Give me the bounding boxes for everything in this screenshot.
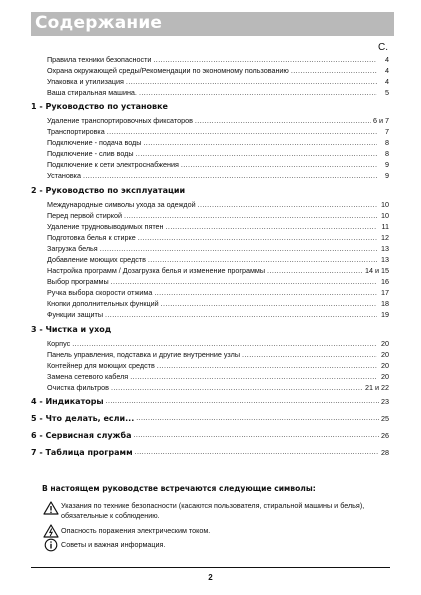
electric-hazard-icon [43, 524, 59, 538]
toc-section-entry[interactable]: 7 - Таблица программ ..... 28 [31, 446, 389, 458]
toc-entry[interactable]: Удаление транспортировочных фиксаторов ..... 6 и 7 [47, 115, 389, 126]
toc-entry[interactable]: Упаковка и утилизация ..... 4 [47, 76, 389, 87]
legend-item: Советы и важная информация. [43, 538, 381, 552]
toc-entry[interactable]: Правила техники безопасности ..... 4 [47, 54, 389, 65]
toc-entry[interactable]: Контейнер для моющих средств ..... 20 [47, 360, 389, 371]
legend-item: Опасность поражения электрическим током. [43, 524, 381, 538]
section-heading: 2 - Руководство по эксплуатации [31, 186, 186, 195]
toc-entry[interactable]: Подключение - подача воды ..... 8 [47, 137, 389, 148]
legend-title: В настоящем руководстве встречаются следующие символы: [42, 484, 316, 493]
toc-entry[interactable]: Кнопки дополнительных функций ..... 18 [47, 298, 389, 309]
toc-entry[interactable]: Панель управления, подставка и другие внутренние узлы ..... 20 [47, 349, 389, 360]
toc-section-entry[interactable]: 5 - Что делать, если... ..... 25 [31, 412, 389, 424]
page-title: Содержание [35, 13, 163, 33]
page-column-label: С. [378, 42, 388, 53]
section-heading: 3 - Чистка и уход [31, 325, 112, 334]
page-title-bar [31, 12, 394, 36]
page-number: 2 [208, 573, 213, 582]
toc-entry[interactable]: Подключение к сети электроснабжения ..... 9 [47, 159, 389, 170]
toc-entry[interactable]: Подготовка белья к стирке ..... 12 [47, 232, 389, 243]
toc-entry[interactable]: Ручка выбора скорости отжима ..... 17 [47, 287, 389, 298]
toc-entry[interactable]: Подключение - слив воды ..... 8 [47, 148, 389, 159]
toc-section-entry[interactable]: 6 - Сервисная служба ..... 26 [31, 429, 389, 441]
toc-entry[interactable]: Добавление моющих средств ..... 13 [47, 254, 389, 265]
toc-entry[interactable]: Загрузка белья ..... 13 [47, 243, 389, 254]
footer-rule [31, 567, 390, 568]
toc-entry[interactable]: Выбор программы ..... 16 [47, 276, 389, 287]
toc-entry[interactable]: Перед первой стиркой ..... 10 [47, 210, 389, 221]
section-heading: 1 - Руководство по установке [31, 102, 168, 111]
toc-entry[interactable]: Функции защиты ..... 19 [47, 309, 389, 320]
warning-triangle-icon [43, 501, 59, 515]
toc-entry[interactable]: Международные символы ухода за одеждой ..... 10 [47, 199, 389, 210]
toc-entry[interactable]: Удаление трудновыводимых пятен ..... 11 [47, 221, 389, 232]
legend-item: Указания по технике безопасности (касаются пользователя, стиральной машины и белья), обязательные к соблюдению. [43, 501, 381, 521]
toc-entry[interactable]: Ваша стиральная машина. ..... 5 [47, 87, 389, 98]
toc-entry[interactable]: Очистка фильтров ..... 21 и 22 [47, 382, 389, 393]
toc-entry[interactable]: Установка ..... 9 [47, 170, 389, 181]
toc-entry[interactable]: Охрана окружающей среды/Рекомендации по экономному пользованию ..... 4 [47, 65, 389, 76]
toc-entry[interactable]: Настройка программ / Дозагрузка белья и изменение программы ..... 14 и 15 [47, 265, 389, 276]
toc-entry[interactable]: Корпус ..... 20 [47, 338, 389, 349]
info-circle-icon [43, 538, 59, 552]
toc-section-entry[interactable]: 4 - Индикаторы ..... 23 [31, 395, 389, 407]
toc-entry[interactable]: Замена сетевого кабеля ..... 20 [47, 371, 389, 382]
toc-entry[interactable]: Транспортировка ..... 7 [47, 126, 389, 137]
